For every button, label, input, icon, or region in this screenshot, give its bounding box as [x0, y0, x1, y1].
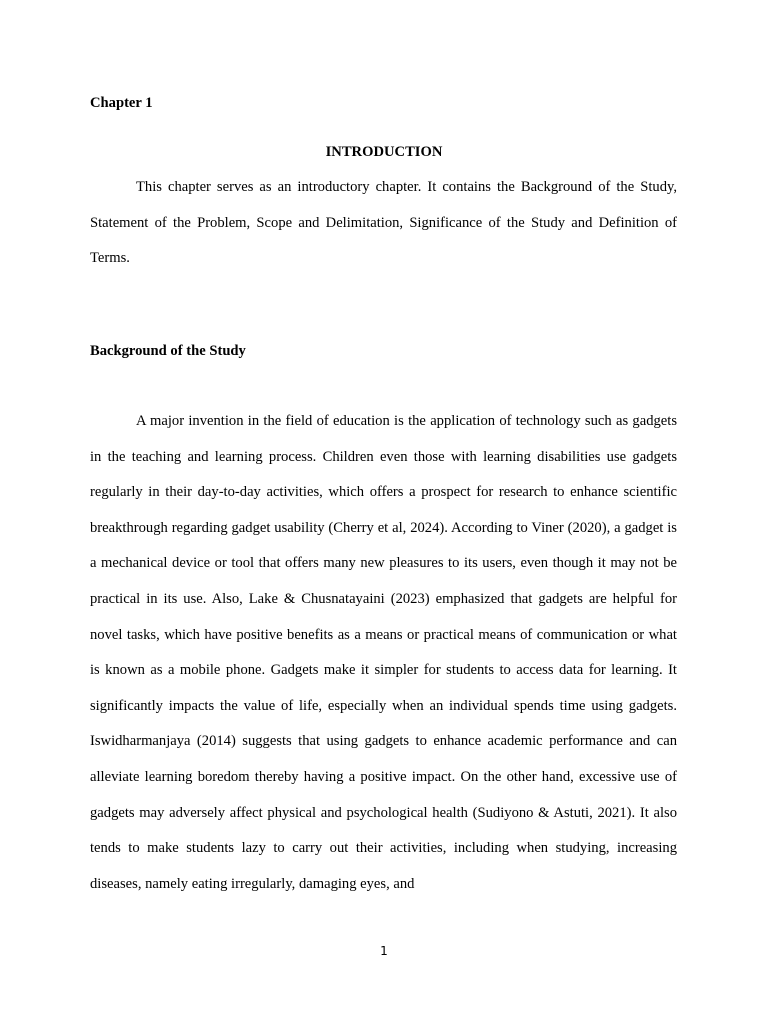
- page-number: 1: [380, 944, 388, 958]
- section-heading: Background of the Study: [90, 343, 246, 359]
- chapter-title: INTRODUCTION: [325, 144, 443, 160]
- intro-paragraph: This chapter serves as an introductory chapter. It contains the Background of the Study, Statement of the Problem, Scope and Delimitation, Significance of the Study and Definition of Terms.: [90, 179, 677, 267]
- background-paragraph: A major invention in the field of education is the application of technology such as gadgets in the teaching and learning process. Children even those with learning disabilities use gadgets regularly in their day-to-day activities, which offers a prospect for research to enhance scientific breakthrough regarding gadget usability (Cherry et al, 2024). According to Viner (2020), a gadget is a mechanical device or tool that offers many new pleasures to its users, even though it may not be practical in its use. Also, Lake & Chusnatayaini (2023) emphasized that gadgets are helpful for novel tasks, which have positive benefits as a means or practical means of communication or what is known as a mobile phone. Gadgets make it simpler for students to access data for learning. It significantly impacts the value of life, especially when an individual spends time using gadgets. Iswidharmanjaya (2014) suggests that using gadgets to enhance academic performance and can alleviate learning boredom thereby having a positive impact. On the other hand, excessive use of gadgets may adversely affect physical and psychological health (Sudiyono & Astuti, 2021). It also tends to make students lazy to carry out their activities, including when studying, increasing diseases, namely eating irregularly, damaging eyes, and: [90, 413, 677, 892]
- chapter-label: Chapter 1: [90, 95, 153, 111]
